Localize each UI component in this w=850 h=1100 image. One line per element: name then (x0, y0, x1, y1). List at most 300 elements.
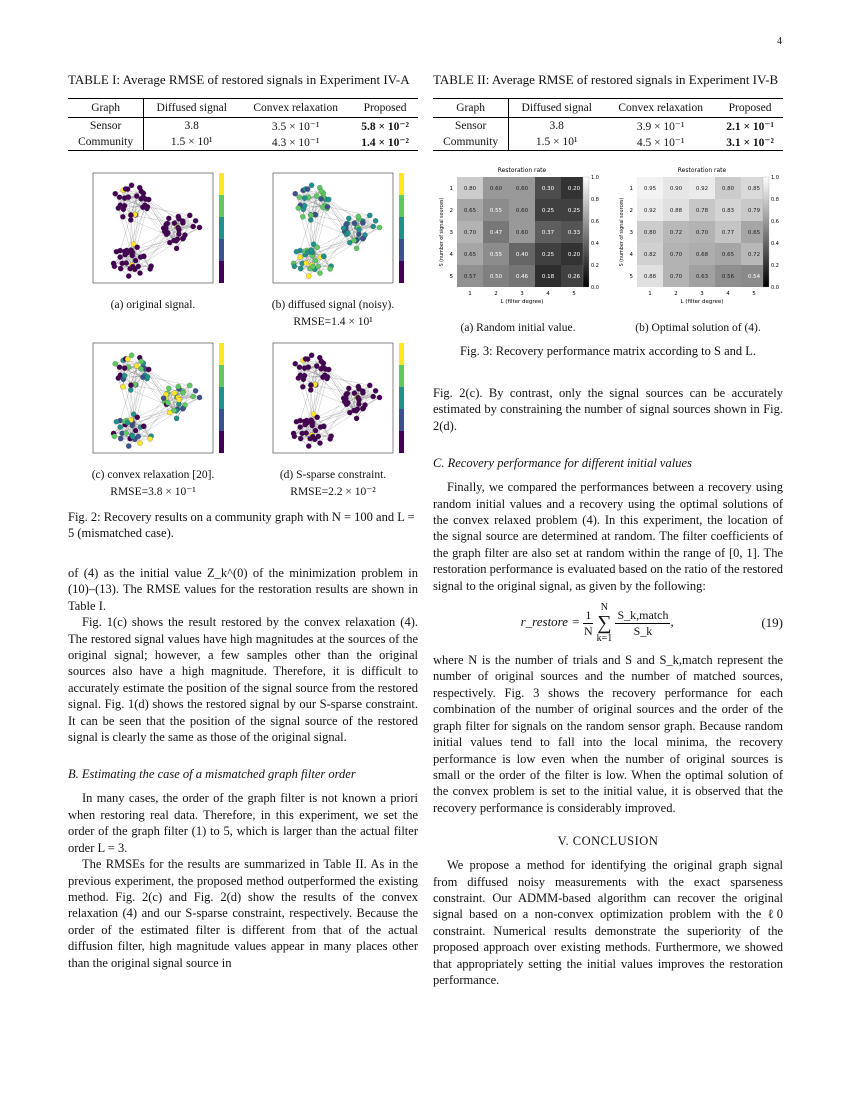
paragraph: where N is the number of trials and S and S_k,match represent the number of original sources and the number of matched sources, respectively. Fig. 3 shows the recovery performance for each combination of the number of original sources and the order of the graph filter for signals on the random sensor graph. Because random initial values tend to fall into the local minima, the recovery performance is low even when the number of original sources is small or the order of the filter is low. When the optimal solution of the convex problem is set to the initial value, it is observed that the recovery performance is considerably improved. (433, 653, 783, 815)
subcaption-rmse: RMSE=3.8 × 10⁻¹ (110, 486, 196, 498)
graph-node (187, 213, 192, 218)
heatmap-value: 0.90 (669, 186, 683, 192)
graph-node (139, 359, 144, 364)
heatmap-value: 0.77 (721, 230, 735, 236)
x-tick-label: 5 (572, 291, 576, 297)
graph-node (180, 390, 185, 395)
graph-node (320, 375, 325, 380)
heatmap-value: 0.25 (541, 208, 555, 214)
y-axis-label: S (number of signal sources) (620, 197, 625, 267)
graph-node (298, 254, 303, 259)
fig3 (433, 163, 783, 335)
y-tick-label: 2 (449, 208, 453, 214)
heatmap-value: 0.80 (643, 230, 657, 236)
subcaption: (b) Optimal solution of (4). (635, 322, 761, 334)
graph-plot-original (73, 165, 233, 295)
graph-node (165, 400, 170, 405)
graph-node (145, 374, 150, 379)
graph-node (316, 264, 321, 269)
colorbar-tick: 0.2 (771, 263, 779, 269)
graph-node (197, 225, 202, 230)
graph-node (191, 224, 196, 229)
y-tick-label: 4 (629, 252, 633, 258)
heatmap-value: 0.65 (721, 252, 735, 258)
best-value: 5.8 × 10⁻² (361, 121, 409, 133)
fig3-caption: Fig. 3: Recovery performance matrix according to S and L. (459, 344, 757, 358)
colorbar-segment (399, 261, 404, 283)
graph-node (140, 375, 145, 380)
graph-node (305, 420, 310, 425)
graph-node (302, 373, 307, 378)
heatmap-value: 0.65 (463, 208, 477, 214)
heatmap-title: Restoration rate (497, 167, 547, 174)
graph-node (314, 363, 319, 368)
graph-node (302, 203, 307, 208)
graph-node (308, 383, 313, 388)
fig2-caption: Fig. 2: Recovery results on a community graph with N = 100 and L = 5 (mismatched case). (68, 510, 415, 540)
x-tick-label: 3 (700, 291, 704, 297)
y-tick-label: 5 (449, 274, 453, 280)
graph-node (125, 356, 130, 361)
graph-node (146, 197, 151, 202)
graph-node (308, 387, 313, 392)
heatmap-random-init (433, 163, 603, 313)
graph-node (118, 266, 123, 271)
table-cell (352, 134, 418, 151)
graph-node (114, 419, 119, 424)
table-header: Diffused signal (144, 99, 239, 118)
table-cell: 1.5 × 10¹ (509, 134, 604, 151)
heatmap-value: 0.37 (541, 230, 555, 236)
graph-node (165, 230, 170, 235)
heatmap-value: 0.72 (669, 230, 683, 236)
graph-node (360, 406, 365, 411)
table-cell: Sensor (68, 118, 144, 135)
heatmap-value: 0.54 (747, 274, 761, 280)
graph-node (128, 387, 133, 392)
graph-node (360, 236, 365, 241)
graph-node (116, 375, 121, 380)
x-tick-label: 2 (494, 291, 498, 297)
heatmap-value: 0.88 (643, 274, 657, 280)
graph-node (129, 353, 134, 358)
colorbar-tick: 0.8 (771, 197, 779, 203)
graph-node (125, 250, 130, 255)
colorbar-segment (219, 195, 224, 217)
heatmap-value: 0.40 (515, 252, 529, 258)
graph-node (367, 383, 372, 388)
graph-node (139, 196, 144, 201)
table-cell: Sensor (433, 118, 509, 135)
graph-node (130, 264, 135, 269)
graph-node (122, 373, 127, 378)
table-header: Convex relaxation (239, 99, 352, 118)
heatmap-title: Restoration rate (677, 167, 727, 174)
graph-node (351, 238, 356, 243)
graph-node (356, 227, 361, 232)
graph-node (309, 353, 314, 358)
graph-node (296, 205, 301, 210)
heatmap-value: 0.20 (567, 252, 581, 258)
graph-node (135, 245, 140, 250)
graph-node (128, 383, 133, 388)
graph-node (134, 363, 139, 368)
graph-node (373, 218, 378, 223)
graph-node (118, 424, 123, 429)
graph-node (176, 227, 181, 232)
graph-node (325, 204, 330, 209)
colorbar (763, 177, 769, 287)
graph-node (122, 196, 127, 201)
graph-node (326, 197, 331, 202)
graph-node (136, 264, 141, 269)
graph-node (304, 430, 309, 435)
graph-node (124, 430, 129, 435)
colorbar-segment (399, 239, 404, 261)
table1-caption: TABLE I: Average RMSE of restored signals in Experiment IV-A (68, 72, 410, 87)
subcaption: (a) original signal. (110, 299, 196, 311)
graph-node (128, 217, 133, 222)
heatmap-value: 0.46 (515, 274, 529, 280)
graph-node (306, 443, 311, 448)
colorbar-tick: 0.6 (591, 219, 599, 225)
x-tick-label: 4 (726, 291, 730, 297)
graph-node (316, 434, 321, 439)
colorbar-segment (399, 409, 404, 431)
subcaption-rmse: RMSE=1.4 × 10¹ (293, 316, 373, 328)
colorbar-tick: 0.4 (591, 241, 599, 247)
graph-node (310, 264, 315, 269)
x-tick-label: 4 (546, 291, 550, 297)
graph-node (148, 436, 153, 441)
heatmap-value: 0.92 (695, 186, 709, 192)
graph-plot-diffused (253, 165, 413, 295)
graph-node (377, 225, 382, 230)
colorbar-segment (219, 261, 224, 283)
graph-node (112, 434, 117, 439)
y-axis-label: S (number of signal sources) (440, 197, 445, 267)
graph-node (304, 260, 309, 265)
colorbar-tick: 0.0 (771, 285, 779, 291)
graph-node (345, 400, 350, 405)
graph-node (140, 205, 145, 210)
graph-node (319, 189, 324, 194)
graph-node (309, 183, 314, 188)
graph-node (302, 366, 307, 371)
graph-node (114, 249, 119, 254)
y-tick-label: 2 (629, 208, 633, 214)
equation-19 (433, 602, 783, 644)
graph-node (320, 205, 325, 210)
graph-node (328, 266, 333, 271)
heatmap-value: 0.72 (747, 252, 761, 258)
table-row (68, 134, 418, 151)
colorbar-segment (219, 409, 224, 431)
graph-node (171, 408, 176, 413)
graph-node (317, 270, 322, 275)
table-cell: 1.5 × 10¹ (144, 134, 239, 151)
graph-node (354, 416, 359, 421)
eq-sum-top: N (600, 602, 608, 614)
heatmap-value: 0.70 (463, 230, 477, 236)
table-cell: Community (433, 134, 509, 151)
paragraph: The RMSEs for the results are summarized in Table II. As in the previous experiment, the proposed method outperformed the existing method. Fig. 2(c) and Fig. 2(d) show the results of the convex relaxation (4) and our S-sparse constraint, respectively. Because the order of the estimated filter is different from that of the actual diffusion filter, high magnitude values appear in many places other than the original signal source in (68, 857, 418, 970)
colorbar-tick: 0.4 (771, 241, 779, 247)
graph-node (120, 214, 125, 219)
graph-node (134, 193, 139, 198)
graph-node (117, 365, 122, 370)
eq-lhs: r_restore = (520, 614, 581, 630)
colorbar-segment (219, 365, 224, 387)
graph-node (146, 367, 151, 372)
graph-node (141, 254, 146, 259)
graph-node (166, 216, 171, 221)
graph-node (298, 424, 303, 429)
colorbar-segment (399, 343, 404, 365)
table-cell: 3.8 (549, 120, 564, 132)
paragraph: In many cases, the order of the graph filter is not known a priori when restoring real data. Therefore, in this experiment, we set the order of the graph filter (1) to 5, which is larger than the actual filter order L = 3. (68, 791, 418, 855)
graph-node (296, 375, 301, 380)
graph-node (128, 213, 133, 218)
heatmap-value: 0.63 (695, 274, 709, 280)
x-axis-label: L (filter degree) (500, 299, 544, 305)
graph-node (345, 230, 350, 235)
graph-node (145, 204, 150, 209)
graph-node (360, 220, 365, 225)
best-value: 1.4 × 10⁻² (361, 137, 409, 149)
colorbar-tick: 1.0 (591, 175, 599, 181)
heatmap-value: 0.26 (567, 274, 581, 280)
fig3a (433, 163, 603, 335)
graph-node (197, 395, 202, 400)
table-cell: 3.8 (184, 120, 199, 132)
graph-node (161, 396, 166, 401)
colorbar-segment (399, 365, 404, 387)
colorbar-segment (219, 343, 224, 365)
y-tick-label: 1 (449, 186, 453, 192)
x-tick-label: 5 (752, 291, 756, 297)
graph-node (293, 361, 298, 366)
heatmap-value: 0.70 (695, 230, 709, 236)
graph-node (308, 217, 313, 222)
x-tick-label: 2 (674, 291, 678, 297)
left-column (68, 72, 418, 971)
table1 (68, 98, 418, 151)
graph-node (293, 191, 298, 196)
graph-node (326, 367, 331, 372)
fig2a (68, 165, 238, 329)
graph-node (141, 424, 146, 429)
graph-node (118, 254, 123, 259)
graph-node (133, 258, 138, 263)
graph-node (354, 246, 359, 251)
table2 (433, 98, 783, 151)
heatmap-value: 0.55 (489, 208, 503, 214)
eq-den: N (583, 623, 593, 638)
graph-node (317, 440, 322, 445)
graph-node (315, 245, 320, 250)
graph-node (308, 213, 313, 218)
graph-node (122, 366, 127, 371)
graph-node (137, 440, 142, 445)
heatmap-value: 0.82 (643, 252, 657, 258)
heatmap-value: 0.25 (567, 208, 581, 214)
graph-node (294, 419, 299, 424)
x-tick-label: 1 (648, 291, 652, 297)
fig2 (68, 165, 418, 505)
graph-node (341, 226, 346, 231)
colorbar-tick: 0.2 (591, 263, 599, 269)
eq-num: 1 (585, 607, 592, 622)
graph-node (174, 246, 179, 251)
heatmap-value: 0.56 (721, 274, 735, 280)
colorbar-segment (399, 387, 404, 409)
fig3b (613, 163, 783, 335)
graph-node (171, 238, 176, 243)
colorbar-segment (219, 173, 224, 195)
eq-frac-num: S_k,match (617, 607, 669, 622)
graph-node (305, 250, 310, 255)
table-row (68, 118, 418, 135)
graph-node (351, 408, 356, 413)
graph-node (139, 189, 144, 194)
y-tick-label: 5 (629, 274, 633, 280)
graph-node (305, 356, 310, 361)
graph-node (118, 436, 123, 441)
graph-node (126, 273, 131, 278)
x-tick-label: 3 (520, 291, 524, 297)
subcaption-rmse: RMSE=2.2 × 10⁻² (290, 486, 376, 498)
equation-body: r_restore = $\frac{1}{N}$ N ∑ k=1 $\frac{\text{S\_k,match}}{S\_k}$ , (520, 602, 674, 645)
table-cell: Community (68, 134, 144, 151)
graph-node (313, 258, 318, 263)
graph-node (305, 186, 310, 191)
paragraph: Fig. 1(c) shows the result restored by the convex relaxation (4). The restored signal values have high magnitudes at the sources of the original signal; however, a few samples other than the original sources also have a high magnitude. Therefore, it is difficult to accurately estimate the position of the signal source from the restored signal. Fig. 1(d) shows the restored signal by our S-sparse constraint. It can be seen that the position of the signal source of the restored signal is clearly the same as those of the original signal. (68, 615, 418, 745)
conclusion-title: V. CONCLUSION (557, 834, 659, 849)
y-tick-label: 1 (629, 186, 633, 192)
graph-node (176, 214, 181, 219)
graph-node (166, 386, 171, 391)
subcaption: (a) Random initial value. (460, 322, 576, 334)
heatmap-value: 0.55 (489, 252, 503, 258)
graph-node (321, 424, 326, 429)
graph-node (174, 416, 179, 421)
graph-node (294, 249, 299, 254)
y-tick-label: 3 (629, 230, 633, 236)
graph-node (371, 224, 376, 229)
colorbar-segment (399, 431, 404, 453)
subcaption: (b) diffused signal (noisy). (271, 299, 395, 311)
heatmap-value: 0.60 (515, 186, 529, 192)
heatmap-value: 0.20 (567, 186, 581, 192)
x-tick-label: 1 (468, 291, 472, 297)
heatmap-value: 0.95 (643, 186, 657, 192)
graph-node (346, 216, 351, 221)
graph-node (313, 428, 318, 433)
graph-node (373, 388, 378, 393)
table-cell (717, 118, 783, 135)
heatmap-value: 0.70 (669, 274, 683, 280)
colorbar-segment (219, 217, 224, 239)
heatmap-value: 0.85 (747, 186, 761, 192)
graph-node (161, 226, 166, 231)
graph-node (137, 270, 142, 275)
paragraph: We propose a method for identifying the original graph signal from diffused noisy measurements with the exact sparseness constraint. Our ADMM-based algorithm can recover the original signal based on a non-convex optimization problem with the ℓ0 constraint. Numerical results demonstrate the superiority of the proposed approach over existing methods. Furthermore, we showed that appropriately setting the initial values improves the restoration performance. (433, 858, 783, 987)
graph-node (113, 361, 118, 366)
heatmap-value: 0.47 (489, 230, 503, 236)
heatmap-value: 0.68 (695, 252, 709, 258)
graph-node (319, 359, 324, 364)
table-cell: 4.5 × 10⁻¹ (604, 134, 717, 151)
graph-node (377, 395, 382, 400)
table-header: Diffused signal (509, 99, 604, 118)
graph-plot-sparse (253, 335, 413, 465)
eq-sum (597, 602, 613, 644)
heatmap-value: 0.60 (515, 208, 529, 214)
heatmap-value: 0.60 (515, 230, 529, 236)
graph-node (176, 397, 181, 402)
graph-node (325, 374, 330, 379)
graph-node (124, 260, 129, 265)
table-cell (717, 134, 783, 151)
graph-node (341, 396, 346, 401)
eq-label: (19) (761, 615, 783, 631)
table-cell: 3.5 × 10⁻¹ (271, 121, 320, 133)
graph-node (297, 195, 302, 200)
heatmap-value: 0.92 (643, 208, 657, 214)
graph-node (300, 214, 305, 219)
graph-node (125, 420, 130, 425)
x-axis-label: L (filter degree) (680, 299, 724, 305)
right-column (433, 72, 783, 988)
graph-node (360, 390, 365, 395)
fig2b (248, 165, 418, 329)
table-cell (352, 118, 418, 135)
heatmap-value: 0.70 (669, 252, 683, 258)
graph-node (133, 428, 138, 433)
heatmap-value: 0.88 (669, 208, 683, 214)
best-value: 3.1 × 10⁻² (726, 137, 774, 149)
heatmap-value: 0.83 (721, 208, 735, 214)
subcaption: (d) S-sparse constraint. (279, 469, 387, 481)
graph-node (180, 220, 185, 225)
table2-caption: TABLE II: Average RMSE of restored signals in Experiment IV-B (433, 72, 779, 87)
graph-node (356, 214, 361, 219)
graph-node (292, 264, 297, 269)
y-tick-label: 3 (449, 230, 453, 236)
graph-node (300, 384, 305, 389)
heatmap-value: 0.60 (489, 186, 503, 192)
graph-plot-convex (73, 335, 233, 465)
fig2d (248, 335, 418, 499)
graph-node (116, 205, 121, 210)
graph-node (125, 186, 130, 191)
heatmap-optimal-init (613, 163, 783, 313)
colorbar-segment (399, 195, 404, 217)
colorbar-tick: 1.0 (771, 175, 779, 181)
colorbar-segment (219, 431, 224, 453)
table-row (433, 118, 783, 135)
colorbar-tick: 0.0 (591, 285, 599, 291)
page-number: 4 (777, 36, 782, 47)
paragraph: Fig. 2(c). By contrast, only the signal sources can be accurately estimated by constraining the number of signal sources shown in Fig. 2(d). (433, 386, 783, 433)
graph-node (139, 366, 144, 371)
section-b-title: B. Estimating the case of a mismatched graph filter order (68, 767, 356, 782)
section-c-title: C. Recovery performance for different initial values (433, 456, 692, 471)
graph-node (193, 218, 198, 223)
subcaption: (c) convex relaxation [20]. (91, 469, 215, 481)
graph-node (297, 365, 302, 370)
